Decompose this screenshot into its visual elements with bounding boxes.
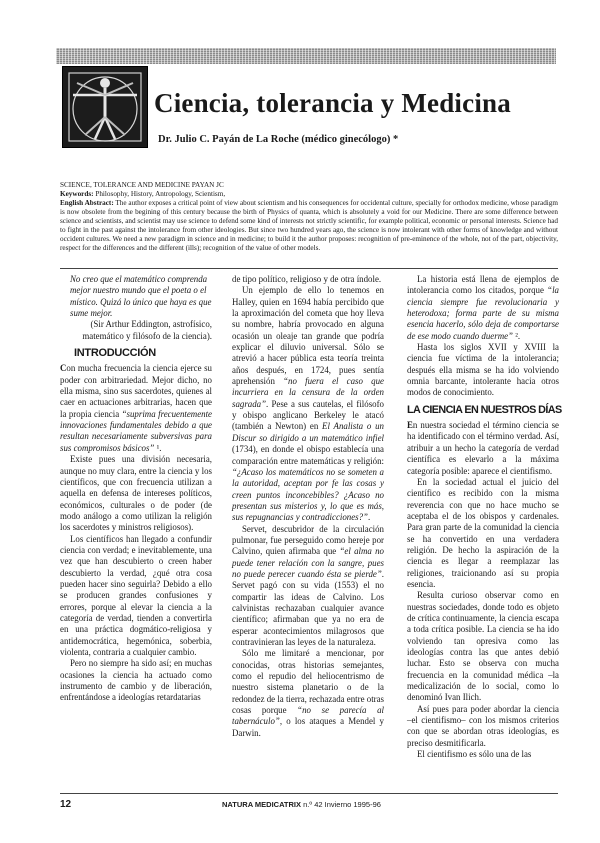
journal-name: NATURA MEDICATRIX [222, 800, 302, 809]
footnote-ref: ¹. [154, 442, 162, 453]
paragraph: Así pues para poder abordar la ciencia –el cientifismo– con los mismos criterios con que se abordan otras ideologías, es preciso desmitificarla. [407, 703, 559, 748]
quote-text: “no fuera el caso que incurriera en la censura de la orden sagrada” [232, 376, 384, 409]
paragraph: Resulta curioso observar como en nuestras sociedades, donde todo es objeto de crítica continuamente, la ciencia escapa a toda crítica posible. La ciencia se ha ido volviendo tan opresiva como las ideologías contra las que antes debió luchar. Esto se observa con mucha frecuencia en la comunidad médica –la medicalización de lo social, como lo denominó Ivan Ilich. [407, 590, 559, 703]
epigraph-source: (Sir Arthur Eddington, astrofísico, matemático y filósofo de la ciencia). [82, 319, 212, 341]
quote-text: “suprima frecuentemente innovaciones fundamentales debido a que resultan necesariamente subversivas para sus compromisos básicos” [60, 408, 212, 453]
vitruvian-man-icon [62, 66, 148, 148]
column-1 [60, 274, 212, 704]
abstract-keywords [60, 190, 558, 199]
paragraph: En la sociedad actual el juicio del científico es recibido con la misma reverencia con que no hace mucho se aceptaba el de los obispos y cardenales. Para gran parte de la comunidad la ciencia se ha convertido en una verdadera religión. De hecho la aspiración de la ciencia es llegar a reemplazar las religiones, traicionando así su propia esencia. [407, 476, 559, 589]
paragraph: Hasta los siglos XVII y XVIII la ciencia fue víctima de la intolerancia; después ella misma se ha ido volviendo omnia barcante, intolerante hacia otros modos de conocimiento. [407, 342, 559, 398]
paragraph [60, 363, 212, 454]
column-3 [407, 274, 562, 760]
paragraph-text: , o los ataques a Mendel y Darwin. [232, 716, 384, 738]
paragraph-text: . [368, 512, 371, 523]
page-number: 12 [60, 799, 72, 810]
drop-cap: E [407, 420, 413, 431]
paragraph [232, 524, 384, 649]
paragraph-text: Sólo me limitaré a mencionar, por conocidas, otras historias semejantes, como el repudio del heliocentrismo de nuestro sistema planetario o de la redondez de la tierra, rechazada entre otras cosas porque [232, 648, 385, 716]
quote-text: “el alma no puede tener relación con la sangre, pues no puede perecer cuando ésta se pierde” [232, 546, 384, 579]
paragraph: Existe pues una división necesaria, aunque no muy clara, entre la ciencia y los científicos, que con frecuencia utilizan a aquella en defensa de intereses políticos, económicos, culturales o de poder (de modo análogo a como utilizan la religión los sacerdotes y ministros religiosos). [60, 454, 212, 533]
english-abstract [60, 181, 558, 253]
keywords-text: Philosophy, History, Antropology, Scientism, [93, 190, 226, 198]
paragraph: El cientifismo es sólo una de las [417, 749, 532, 760]
paragraph-text: (1734), en donde el obispo establecía una comparación entre matemáticas y religión: [232, 444, 384, 466]
quote-text: “no se parecía al tabernáculo” [232, 705, 385, 727]
paragraph-text: La historia está llena de ejemplos de intolerancia como los citados, porque [407, 274, 559, 296]
section-heading-ciencia-hoy: LA CIENCIA EN NUESTROS DÍAS [407, 403, 562, 416]
paragraph [232, 648, 384, 739]
paragraph: Los científicos han llegado a confundir ciencia con verdad; e inevitablemente, una vez que han descubierto o creen haber descubierto la verdad, ¿qué otra cosa pueden hacer sino seguirla? Debido a ello se producen grandes confusiones y errores, porque al elevar la ciencia a la categoría de verdad, tienden a convertirla en una práctica dogmático-religiosa y antidemocrática, hegemónica, soberbia, violenta, contraria a cualquier cambio. [60, 533, 212, 657]
journal-issue: n.º 42 Invierno 1995-96 [301, 800, 381, 809]
abstract-heading: SCIENCE, TOLERANCE AND MEDICINE PAYAN JC [60, 181, 224, 189]
paragraph-text: Servet, descubridor de la circulación pulmonar, fue perseguido como hereje por Calvino, quien afirmaba que [232, 523, 384, 557]
article-author: Dr. Julio C. Payán de La Roche (médico ginecólogo) * [158, 134, 399, 145]
quote-text: “la ciencia siempre fue revolucionaria y heterodoxa; forma parte de su misma esencia hacerlo, sólo deja de comportarse de ese modo cuando duerme” [407, 285, 559, 341]
footer-divider [60, 793, 558, 794]
paragraph-text: Un ejemplo de ello lo tenemos en Halley, quien en 1694 había percibido que la aproximación del cometa que hoy lleva su nombre, habría provocado en alguna ocasión un oleaje tan grande que podría explicar el diluvio universal. Sólo se atrevió a hacer pública esta teoría treinta años después, en 1724, pues sentía aprehensión [232, 285, 384, 387]
header-band [56, 48, 556, 64]
journal-footer [222, 800, 381, 809]
paragraph-text: on mucha frecuencia la ciencia ejerce su poder con arbitrariedad. Mejor dicho, no ella misma, sino sus sacerdotes, quienes al caer en actuaciones arbitrarias, hacen que la propia ciencia [60, 363, 212, 419]
paragraph-text: n nuestra sociedad el término ciencia se ha identificado con el término verdad. Así, atribuir a un hecho la categoría de verdad científica es elevarlo a la máxima categoría posible: aparece el cientifismo. [407, 420, 559, 476]
quote-text: “¿Acaso los matemáticos no se someten a la autoridad, aceptan por fe las cosas y creen puntos inconcebibles? ¿Acaso no presentan sus misterios y, lo que es más, sus repugnancias y contradicciones?” [232, 466, 384, 523]
section-divider [60, 268, 558, 269]
book-title: El Analista o un Discur so dirigido a un matemático infiel [232, 421, 384, 443]
paragraph [407, 274, 559, 342]
keywords-label: Keywords: [60, 190, 94, 198]
column-2 [232, 274, 384, 739]
drop-cap: C [60, 363, 67, 374]
paragraph [407, 420, 559, 477]
paragraph: Pero no siempre ha sido así; en muchas ocasiones la ciencia ha actuado como instrumento de cambio y de liberación, enfrentándose a ideologías retardatarias [60, 658, 212, 703]
abstract-text: The author exposes a critical point of view about scientism and his consequences for occidental culture, specially for orthodox medicine, whose paradigm is now obsolete from the begining of this century because the birth of Physics of quanta, which is absolutely a void for our Medicine. There are some difference between science and scientists, and scientist may use science to defend some kind of interests not strictly scientific, for example political, economic or personal interests. Science had to fight in the past against the intolerance from other ideologies. But since two hundred years ago, the science is now intolerant with other forms of knowledge and without occident cultures. We need a new paradigm in science and in medicine; to build it the author proposes: recognition of pre-eminence of the whole, not of the part, objectivity, respect for the differences and the different (ills); recognition of the value of other models. [60, 199, 558, 252]
paragraph-text: . Pese a sus cautelas, el filósofo y obispo anglicano Berkeley le atacó (también a Newton) en [232, 398, 384, 432]
abstract-body [60, 199, 558, 253]
abstract-label: English Abstract: [60, 199, 114, 207]
epigraph: No creo que el matemático comprenda mejor nuestro mundo que el poeta o el místico. Quizá lo único que haya es que sume mejor. [70, 274, 212, 319]
paragraph: de tipo político, religioso y de otra índole. [232, 274, 382, 284]
article-title: Ciencia, tolerancia y Medicina [154, 88, 511, 118]
paragraph [232, 285, 384, 523]
footnote-ref: ². [512, 330, 521, 341]
section-heading-introduccion: INTRODUCCIÓN [74, 347, 156, 360]
paragraph-text: . Servet pagó con su vida (1553) el no compartir las ideas de Calvino. Los calvinistas rechazaban cualquier avance científico; afirmaban que ya no era de esperar acontecimientos milagrosos que contravinieran las leyes de la naturaleza. [232, 568, 384, 647]
